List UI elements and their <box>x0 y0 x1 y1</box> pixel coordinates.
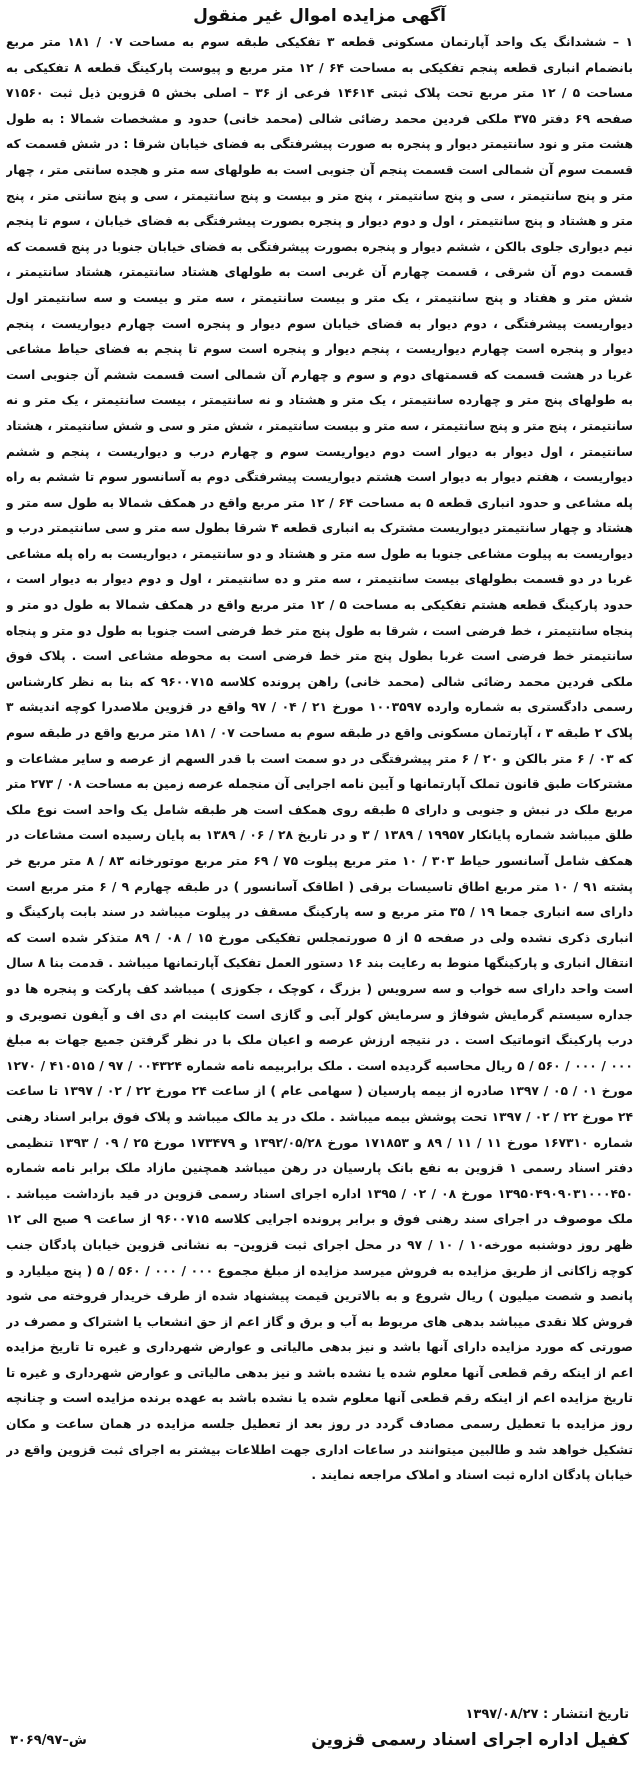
notice-footer <box>6 1705 633 1757</box>
auction-notice <box>6 4 633 1763</box>
signature: کفیل اداره اجرای اسناد رسمی قزوین <box>311 1730 629 1750</box>
notice-title: آگهی مزایده اموال غیر منقول <box>193 6 446 26</box>
reference-code: ۳۰۶۹/۹۷–ش <box>10 1733 87 1748</box>
notice-body: ۱ – ششدانگ یک واحد آپارتمان مسکونی قطعه ۳ تفکیکی طبقه سوم به مساحت ۰۷ / ۱۸۱ متر مربع بانضمام انباری قطعه پنجم تفکیکی به مساحت ۶۴ / ۱۲ متر مربع و پیوست پارکینگ قطعه ۸ تفکیکی به مساحت ۵ / ۱۲ متر مربع تحت پلاک ثبتی ۱۴۶۱۴ فرعی از ۳۶ – اصلی بخش ۵ قزوین ذیل ثبت ۷۱۵۶۰ صفحه ۶۹ دفتر ۳۷۵ ملکی فردین محمد رضائی شالی (محمد خانی) حدود و مشخصات شمالا : به طول هشت متر و نود سانتیمتر دیوار و پنجره به صورت پیشرفتگی به فضای خیابان شرقا : در شش قسمت که قسمت سوم آن شمالی است قسمت پنجم آن جنوبی است به طولهای سه متر و هجده سانتی متر ، چهار متر و پنج سانتیمتر ، سی و پنج سانتیمتر ، پنج متر و بیست و پنج سانتیمتر ، سی و پنج سانتی متر ، پنج متر و هشتاد و پنج سانتیمتر ، اول و دوم دیوار و پنجره بصورت پیشرفتگی به فضای خیابان ، سوم تا پنجم نیم دیواری جلوی بالکن ، ششم دیوار و پنجره بصورت پیشرفتگی به فضای خیابان جنوبا در پنج قسمت که قسمت دوم آن شرقی ، قسمت چهارم آن غربی است به طولهای هشتاد سانتیمتر، هشتاد سانتیمتر ، شش متر و هفتاد و پنج سانتیمتر ، یک متر و بیست سانتیمتر ، سه متر و بیست و سه سانتیمتر اول دیواریست پیشرفتگی ، دوم دیوار به فضای خیابان سوم دیوار و پنجره است چهارم دیواریست ، پنجم دیوار و پنجره است چهارم دیواریست ، پنجم دیوار و پنجره است سوم تا پنجم به فضای حیاط مشاعی غربا در هشت قسمت که قسمتهای دوم و سوم و چهارم آن شمالی است قسمت ششم آن جنوبی است به طولهای پنج متر و چهارده سانتیمتر ، یک متر و هشتاد و نه سانتیمتر ، بیست سانتیمتر ، یک متر و نه سانتیمتر ، پنج متر و پنج سانتیمتر ، سه متر و بیست سانتیمتر ، شش متر و سی و شش سانتیمتر ، هشتاد سانتیمتر ، اول دیوار به دیوار است دوم دیواریست سوم و چهارم درب و دیواریست ، پنجم و ششم دیواریست ، هفتم دیوار به دیوار است هشتم دیواریست پیشرفتگی دوم به آسانسور سوم تا ششم به راه پله مشاعی و حدود انباری قطعه ۵ به مساحت ۶۴ / ۱۲ متر مربع واقع در همکف شمالا به طول سه متر و هشتاد و چهار سانتیمتر دیواریست مشترک به انباری قطعه ۴ شرقا بطول سه متر و سی سانتیمتر درب و دیواریست به پیلوت مشاعی جنوبا به طول سه متر و هشتاد و دو سانتیمتر ، دیواریست به راه پله مشاعی غربا در دو قسمت بطولهای بیست سانتیمتر ، سه متر و ده سانتیمتر ، اول و دوم دیوار به دیوار است ، حدود پارکینگ قطعه هشتم تفکیکی به مساحت ۵ / ۱۲ متر مربع واقع در همکف شمالا به طول دو متر و پنجاه سانتیمتر ، خط فرضی است ، شرقا به طول پنج متر خط فرضی است جنوبا به طول دو متر و پنجاه سانتیمتر خط فرضی است غربا بطول پنج متر خط فرضی است به محوطه مشاعی است . پلاک فوق ملکی فردین محمد رضائی شالی (محمد خانی) راهن پرونده کلاسه ۹۶۰۰۷۱۵ که بنا به نظر کارشناس رسمی دادگستری به شماره وارده ۱۰۰۳۵۹۷ مورخ ۲۱ / ۰۴ / ۹۷ واقع در قزوین ملاصدرا کوچه اندیشه ۳ پلاک ۲ طبقه ۳ ، آپارتمان مسکونی واقع در طبقه سوم به مساحت ۰۷ / ۱۸۱ متر مربع واقع در طبقه سوم که ۰۳ / ۶ متر بالکن و ۲۰ / ۶ متر پیشرفتگی در دو سمت است با قدر السهم از عرصه و سایر مشاعات و مشترکات طبق قانون تملک آپارتمانها و آیین نامه اجرایی آن منجمله عرصه زمین به مساحت ۰۸ / ۲۷۳ متر مربع ملک در نبش و جنوبی و دارای ۵ طبقه روی همکف است هر طبقه شامل یک واحد است نوع ملک طلق میباشد شماره پایانکار ۱۹۹۵۷ / ۱۳۸۹ / ۳ و در تاریخ ۲۸ / ۰۶ / ۱۳۸۹ به پایان رسیده است مشاعات در همکف شامل آسانسور حیاط ۳۰۳ / ۱۰ متر مربع پیلوت ۷۵ / ۶۹ متر مربع موتورخانه ۸۳ / ۸ متر مربع خر پشته ۹۱ / ۱۰ متر مربع اطاق تاسیسات برقی ( اطاقک آسانسور ) در طبقه چهارم ۹ / ۶ متر مربع است دارای سه انباری جمعا ۱۹ / ۳۵ متر مربع و سه پارکینگ مسقف در پیلوت میباشد در سند بابت پارکینگ و انباری ذکری نشده ولی در صفحه ۵ از ۵ صورتمجلس تفکیکی مورخ ۱۵ / ۰۸ / ۸۹ متذکر شده است که انتقال انباری و پارکینگها منوط به رعایت بند ۱۶ دستور العمل تفکیک آپارتمانها میباشد . قدمت بنا ۸ سال است واحد دارای سه خواب و سه سرویس ( بزرگ ، کوچک ، جکوزی ) میباشد کف پارکت و پنجره ها دو جداره سیستم گرمایش شوفاژ و سرمایش کولر آبی و گازی است کابینت ام دی اف و آیفون تصویری و درب پارکینگ اتوماتیک است . در نتیجه ارزش عرصه و اعیان ملک با در نظر گرفتن جمیع جهات به مبلغ ۰۰۰ / ۰۰۰ / ۵۶۰ / ۵ ریال محاسبه گردیده است . ملک برابربیمه نامه شماره ۰۰۴۳۲۴ / ۹۷ / ۴۱۰۵۱۵ / ۱۲۷۰ مورخ ۰۱ / ۰۵ / ۱۳۹۷ صادره از بیمه پارسیان ( سهامی عام ) از ساعت ۲۴ مورخ ۲۲ / ۰۲ / ۱۳۹۷ تا ساعت ۲۴ مورخ ۲۲ / ۰۲ / ۱۳۹۷ تحت پوشش بیمه میباشد . ملک در ید مالک میباشد و پلاک فوق برابر اسناد رهنی شماره ۱۶۷۳۱۰ مورخ ۱۱ / ۱۱ / ۸۹ و ۱۷۱۸۵۳ مورخ ۱۳۹۲/۰۵/۲۸ و ۱۷۳۴۷۹ مورخ ۲۵ / ۰۹ / ۱۳۹۳ تنظیمی دفتر اسناد رسمی ۱ قزوین به نفع بانک پارسیان در رهن میباشد همچنین مازاد ملک برابر نامه شماره ۱۳۹۵۰۴۹۰۹۰۳۱۰۰۰۴۵۰ مورخ ۰۸ / ۰۲ / ۱۳۹۵ اداره اجرای اسناد رسمی قزوین در قید بازداشت میباشد . ملک موصوف در اجرای سند رهنی فوق و برابر پرونده اجرایی کلاسه ۹۶۰۰۷۱۵ از ساعت ۹ صبح الی ۱۲ ظهر روز دوشنبه مورخه۱۰ / ۱۰ / ۹۷ در محل اجرای ثبت قزوین– به نشانی قزوین خیابان پادگان جنب کوچه زاکانی از طریق مزایده به فروش میرسد مزایده از مبلغ مجموع ۰۰۰ / ۰۰۰ / ۵۶۰ / ۵ ( پنج میلیارد و پانصد و شصت میلیون ) ریال شروع و به بالاترین قیمت پیشنهاد شده از طرف خریدار فروخته می شود فروش کلا نقدی میباشد بدهی های مربوط به آب و برق و گاز اعم از حق انشعاب یا اشتراک و مصرف در صورتی که مورد مزایده دارای آنها باشد و نیز بدهی مالیاتی و عوارض شهرداری و غیره تا تاریخ مزایده اعم از اینکه رقم قطعی آنها معلوم شده یا نشده باشد و نیز بدهی مالیاتی و عوارض شهرداری و غیره تا تاریخ مزایده اعم از اینکه رقم قطعی آنها معلوم شده یا نشده باشد به عهده برنده مزایده است و چنانچه روز مزایده با تعطیل رسمی مصادف گردد در روز بعد از تعطیل جلسه مزایده در همان ساعت و مکان تشکیل خواهد شد و طالبین میتوانند در ساعات اداری جهت اطلاعات بیشتر به اجرای ثبت قزوین واقع در خیابان پادگان اداره ثبت اسناد و املاک مراجعه نمایند . <box>6 35 633 1483</box>
publish-date: تاریخ انتشار : ۱۳۹۷/۰۸/۲۷ <box>465 1707 629 1722</box>
